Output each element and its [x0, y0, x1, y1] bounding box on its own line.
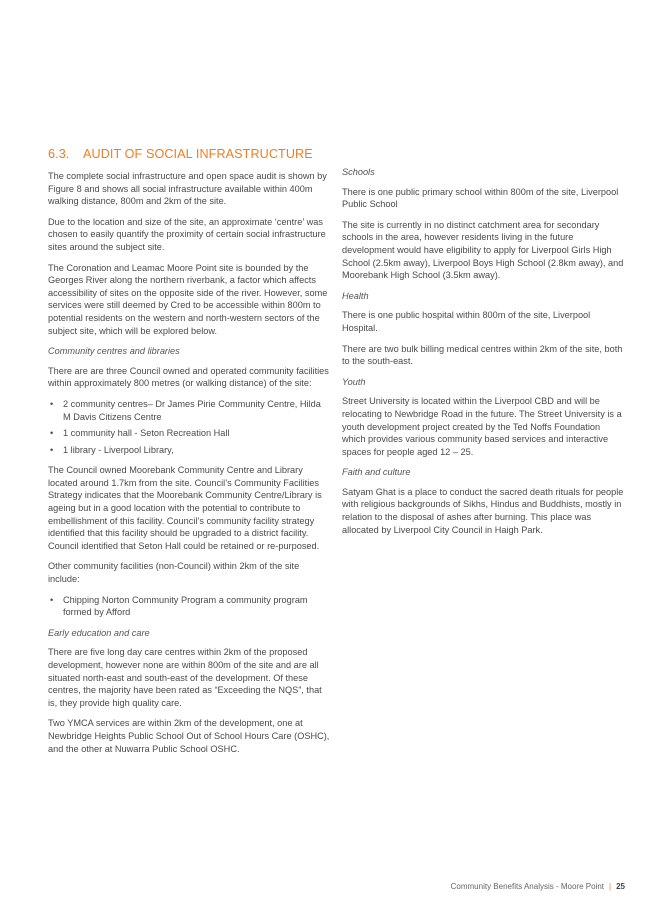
section-title: [48, 147, 331, 162]
health-heading: Health: [342, 290, 369, 301]
other-facilities-list: [48, 594, 331, 619]
list-item: • 2 community centres– Dr James Pirie Community Centre, Hilda M Davis Citizens Centre: [48, 398, 331, 423]
early-education-heading: Early education and care: [48, 627, 150, 638]
community-paragraph: Other community facilities (non-Council) within 2km of the site include:: [48, 561, 300, 585]
list-item: • 1 library - Liverpool Library,: [48, 444, 331, 457]
early-education-paragraph: There are five long day care centres within 2km of the proposed development, however none are within 800m of the site and are all situated north-east and south-east of the development. Of these centres, the majority have been rated as “Exceeding the NQS”, that is, they provide high quality care.: [48, 647, 322, 708]
community-paragraph: There are are three Council owned and operated community facilities within approximately 800 metres (or walking distance) of the site:: [48, 365, 329, 389]
health-paragraph: There is one public hospital within 800m of the site, Liverpool Hospital.: [342, 310, 591, 333]
youth-heading: Youth: [342, 376, 366, 387]
intro-paragraph: The complete social infrastructure and open space audit is shown by Figure 8 and shows all social infrastructure available within 400m walking distance, 800m and 2km of the site.: [48, 171, 327, 207]
community-facilities-list: [48, 398, 331, 456]
list-item: • 1 community hall - Seton Recreation Hall: [48, 427, 331, 440]
schools-paragraph: There is one public primary school within 800m of the site, Liverpool Public School: [342, 186, 619, 210]
community-paragraph: The Council owned Moorebank Community Centre and Library located around 1.7km from the site. Council’s Community Facilities Strategy indicates that the Moorebank Community Centre/Library is ageing but in a good location with the potential to contribute to embellishment of this facility. Council’s community facility strategy identified that this facility should be upgraded to a district facility. Council identified that Seton Hall could be retained or re-purposed.: [48, 465, 322, 551]
early-education-paragraph: Two YMCA services are within 2km of the development, one at Newbridge Heights Public School Out of School Hours Care (OSHC), and the other at Nuwarra Public School OSHC.: [48, 718, 330, 754]
list-item: • Chipping Norton Community Program a community program formed by Afford: [48, 594, 331, 619]
section-title-text: AUDIT OF SOCIAL INFRASTRUCTURE: [83, 147, 313, 161]
left-column: [48, 147, 331, 763]
intro-paragraph: The Coronation and Leamac Moore Point site is bounded by the Georges River along the northern riverbank, a factor which affects accessibility of sites on the opposite side of the river. However, some services were still deemed by Cred to be accessible within 800m to potential residents on the western and north-western sectors of the subject site, which will be explored below.: [48, 262, 328, 336]
youth-paragraph: Street University is located within the Liverpool CBD and will be relocating to Newbridge Road in the future. The Street University is a youth development project created by the Ted Noffs Foundation which provides various community based services and interactive spaces for people aged 12 – 25.: [342, 396, 622, 457]
section-number: 6.3.: [48, 147, 70, 161]
intro-paragraph: Due to the location and size of the site, an approximate ‘centre’ was chosen to easily quantify the proximity of certain social infrastructure sites around the subject site.: [48, 216, 326, 252]
community-heading: Community centres and libraries: [48, 346, 180, 357]
footer-separator: |: [609, 882, 612, 891]
faith-paragraph: Satyam Ghat is a place to conduct the sacred death rituals for people with religious backgrounds of Sikhs, Hindus and Buddhists, mostly in relation to the disposal of ashes after burning. This place was allocated by Liverpool City Council in Haigh Park.: [342, 486, 624, 535]
health-paragraph: There are two bulk billing medical centres within 2km of the site, both to the south-east.: [342, 343, 623, 367]
schools-heading: Schools: [342, 167, 375, 177]
schools-paragraph: The site is currently in no distinct catchment area for secondary schools in the area, however residents living in the future development would have eligibility to apply for Liverpool Girls High School (2.5km away), Liverpool Boys High School (2.8km away), and Moorebank High School (3.5km away).: [342, 219, 624, 281]
right-column: [342, 166, 624, 544]
footer-document-title: Community Benefits Analysis - Moore Point: [450, 882, 605, 891]
faith-heading: Faith and culture: [342, 467, 411, 478]
page-number: 25: [616, 882, 625, 891]
page-footer: [380, 881, 625, 894]
